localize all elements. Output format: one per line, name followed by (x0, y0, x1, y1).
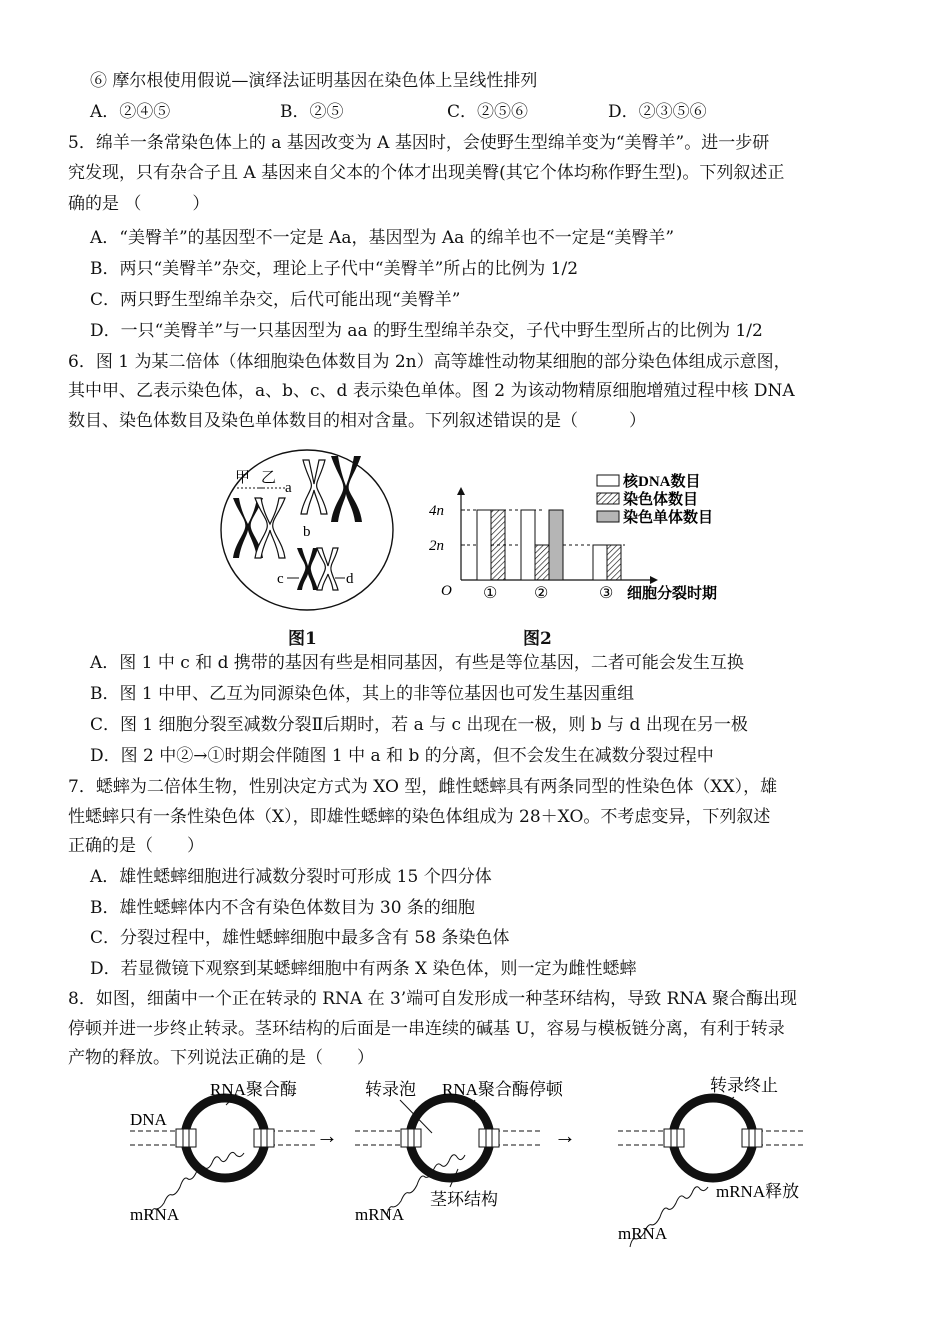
bar-3-series-2 (607, 545, 621, 580)
bar-2-series-2 (535, 545, 549, 580)
bar-2-series-3 (549, 510, 563, 580)
category-label-3: ③ (599, 585, 614, 602)
q6-stem-line-3: 数目、染色体数目及染色单体数目的相对含量。下列叙述错误的是（ ） (68, 411, 646, 431)
q6-stem-line-2: 其中甲、乙表示染色体，a、b、c、d 表示染色单体。图 2 为该动物精原细胞增殖过程中核 DNA (68, 381, 795, 401)
label-mrna-1: mRNA (130, 1205, 180, 1224)
figure-transcription (120, 1075, 840, 1250)
label-dna: DNA (130, 1110, 167, 1129)
q7-stem-line-1: 7．蟋蟀为二倍体生物，性别决定方式为 XO 型，雌性蟋蟀具有两条同型的性染色体（XX），雄 (68, 777, 778, 797)
q8-stem-line-3: 产物的释放。下列说法正确的是（ ） (68, 1048, 374, 1068)
figure-2-chart (425, 465, 745, 615)
rna-polymerase-2 (410, 1098, 490, 1178)
chromosome-c-black (297, 548, 318, 590)
figure-1-caption: 图1 (288, 629, 317, 649)
category-label-2: ② (534, 585, 549, 602)
rna-polymerase-3 (673, 1098, 753, 1178)
label-stem-loop: 茎环结构 (430, 1190, 498, 1209)
q7-option-b: B．雄性蟋蟀体内不含有染色体数目为 30 条的细胞 (90, 898, 475, 918)
q8-stem-line-2: 停顿并进一步终止转录。茎环结构的后面是一串连续的碱基 U，容易与模板链分离，有利于转录 (68, 1019, 785, 1039)
q6-option-d: D．图 2 中②→①时期会伴随图 1 中 a 和 b 的分离，但不会发生在减数分裂过程中 (90, 746, 714, 766)
bar-3-series-1 (593, 545, 607, 580)
legend-label-3: 染色单体数目 (623, 510, 714, 526)
q4-option-b: B．②⑤ (280, 102, 344, 122)
q7-option-c: C．分裂过程中，雄性蟋蟀细胞中最多含有 58 条染色体 (90, 928, 510, 948)
rna-polymerase-1 (185, 1098, 265, 1178)
panel-3-termination (618, 1076, 805, 1247)
label-mrna-2: mRNA (355, 1205, 405, 1224)
q7-option-d: D．若显微镜下观察到某蟋蟀细胞中有两条 X 染色体，则一定为雌性蟋蟀 (90, 959, 637, 979)
label-mrna-3: mRNA (618, 1224, 668, 1243)
legend-swatch-3 (597, 511, 619, 522)
chromosome-ab-white (301, 460, 327, 514)
origin-label: O (441, 583, 452, 599)
q5-stem-line-2: 究发现，只有杂合子且 A 基因来自父本的个体才出现美臀(其它个体均称作野生型)。下列叙述正 (68, 163, 785, 183)
label-c: c (277, 571, 284, 587)
arrow-2: → (554, 1123, 576, 1148)
legend-label-1: 核DNA数目 (623, 474, 701, 490)
label-d: d (346, 571, 354, 587)
label-rna-polymerase: RNA聚合酶 (210, 1080, 297, 1099)
label-mrna-release: mRNA释放 (716, 1182, 800, 1201)
q7-stem-line-2: 性蟋蟀只有一条性染色体（X），即雄性蟋蟀的染色体组成为 28＋XO。不考虑变异，下列叙述 (68, 807, 771, 827)
figure-1-cell (215, 440, 405, 615)
legend-swatch-2 (597, 493, 619, 504)
q5-option-d: D．一只“美臀羊”与一只基因型为 aa 的野生型绵羊杂交，子代中野生型所占的比例为 1/2 (90, 321, 763, 341)
legend-label-2: 染色体数目 (623, 492, 699, 508)
label-termination: 转录终止 (710, 1076, 778, 1095)
q5-option-c: C．两只野生型绵羊杂交，后代可能出现“美臀羊” (90, 290, 461, 310)
q5-stem-line-3: 确的是 （ ） (68, 194, 210, 214)
q7-option-a: A．雄性蟋蟀细胞进行减数分裂时可形成 15 个四分体 (90, 867, 492, 887)
label-b: b (303, 524, 311, 540)
chromosome-yi (255, 498, 285, 558)
q7-stem-line-3: 正确的是（ ） (68, 836, 204, 856)
q5-option-b: B．两只“美臀羊”杂交，理论上子代中“美臀羊”所占的比例为 1/2 (90, 259, 579, 279)
label-jia: 甲 (235, 470, 251, 486)
panel-1-elongation (130, 1080, 315, 1224)
q8-stem-line-1: 8．如图，细菌中一个正在转录的 RNA 在 3’端可自发形成一种茎环结构，导致 RNA 聚合酶出现 (68, 989, 797, 1009)
label-a: a (285, 480, 292, 496)
q5-stem-line-1: 5．绵羊一条常染色体上的 a 基因改变为 A 基因时，会使野生型绵羊变为“美臀羊”。进一步研 (68, 133, 770, 153)
q4-option-a: A．②④⑤ (90, 102, 171, 122)
category-label-1: ① (483, 585, 498, 602)
label-bubble: 转录泡 (365, 1080, 416, 1099)
arrow-1: → (316, 1123, 338, 1148)
q6-option-b: B．图 1 中甲、乙互为同源染色体，其上的非等位基因也可发生基因重组 (90, 684, 635, 704)
chromosome-d-white (317, 548, 338, 590)
label-pause: RNA聚合酶停顿 (442, 1080, 563, 1099)
q4-option-c: C．②⑤⑥ (447, 102, 529, 122)
bar-1-series-2 (491, 510, 505, 580)
legend-swatch-1 (597, 475, 619, 486)
q4-option-d: D．②③⑤⑥ (608, 102, 707, 122)
q6-stem-line-1: 6．图 1 为某二倍体（体细胞染色体数目为 2n）高等雄性动物某细胞的部分染色体组成示意图， (68, 352, 791, 372)
q6-option-a: A．图 1 中 c 和 d 携带的基因有些是相同基因，有些是等位基因，二者可能会发生互换 (90, 653, 744, 673)
q6-option-c: C．图 1 细胞分裂至减数分裂Ⅱ后期时，若 a 与 c 出现在一极，则 b 与 d 出现在另一极 (90, 715, 748, 735)
x-axis-label: 细胞分裂时期 (627, 586, 718, 602)
label-yi: 乙 (261, 470, 277, 486)
panel-2-pause (355, 1079, 564, 1224)
y-tick-label-4n: 4n (429, 503, 444, 519)
y-tick-label-2n: 2n (429, 538, 444, 554)
bar-2-series-1 (521, 510, 535, 580)
bar-1-series-1 (477, 510, 491, 580)
q5-option-a: A．“美臀羊”的基因型不一定是 Aa，基因型为 Aa 的绵羊也不一定是“美臀羊” (90, 228, 675, 248)
q4-item-6: ⑥ 摩尔根使用假说—演绎法证明基因在染色体上呈线性排列 (90, 71, 538, 91)
figure-2-caption: 图2 (523, 629, 552, 649)
